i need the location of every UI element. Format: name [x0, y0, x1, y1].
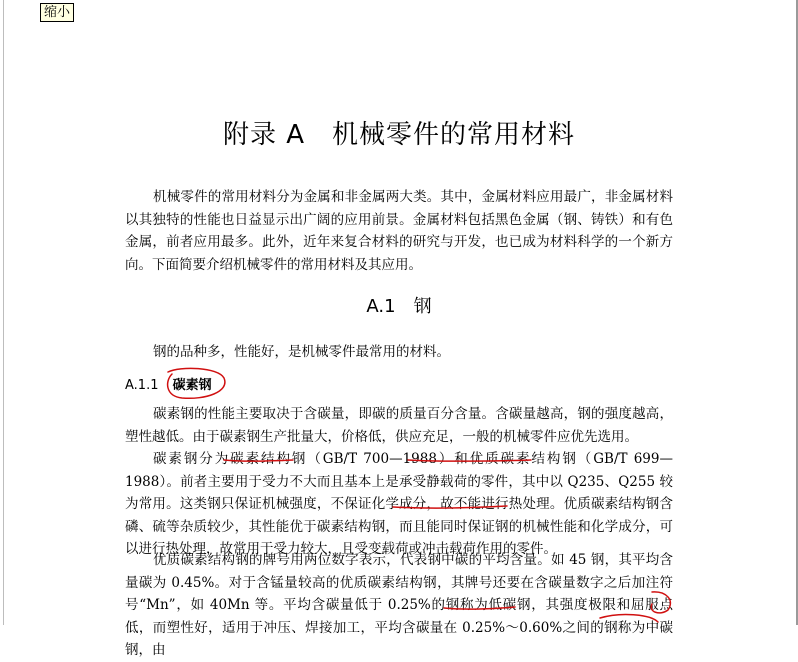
intro-paragraph: 机械零件的常用材料分为金属和非金属两大类。其中，金属材料应用最广，非金属材料以其独特的性能也日益显示出广阔的应用前景。金属材料包括黑色金属（钢、铸铁）和有色金属，前者应用最多。此外，近年来复合材料的研究与开发，也已成为材料科学的一个新方向。下面简要介绍机械零件的常用材料及其应用。: [125, 189, 673, 273]
subsection-name: 碳素钢: [172, 378, 212, 393]
subsection-number: A.1.1: [125, 378, 159, 393]
appendix-title: 附录 A 机械零件的常用材料: [222, 120, 576, 150]
carbon-steel-paragraph-1: 碳素钢的性能主要取决于含碳量，即碳的质量百分含量。含碳量越高，钢的强度越高，塑性越低。由于碳素钢生产批量大，价格低，供应充足，一般的机械零件应优先选用。: [125, 406, 673, 445]
carbon-steel-paragraph-2: 碳素钢分为碳素结构钢（GB/T 700—1988）和优质碳素结构钢（GB/T 699—1988）。前者主要用于受力不大而且基本上是承受静载荷的零件，其中以 Q235、Q255 较为常用。这类钢只保证机械强度，不保证化学成分，故不能进行热处理。优质碳素结构钢含磷、硫等杂质较少，其性能优于碳素结构钢，而且能同时保证钢的机械性能和化学成分，可以进行热处理，故常用于受力较大，且受变载荷或冲击载荷作用的零件。: [125, 451, 673, 557]
subsection-heading: [125, 374, 212, 393]
zoom-out-button[interactable]: 缩小: [40, 3, 74, 22]
section-intro-paragraph: 钢的品种多，性能好，是机械零件最常用的材料。: [153, 344, 450, 360]
section-title: A.1 钢: [366, 296, 432, 317]
carbon-steel-paragraph-3: 优质碳素结构钢的牌号用两位数字表示，代表钢中碳的平均含量。如 45 钢，其平均含量碳为 0.45%。对于含锰量较高的优质碳素结构钢，其牌号还要在含碳量数字之后加注符号“Mn”，如 40Mn 等。平均含碳量低于 0.25%的钢称为低碳钢，其强度极限和屈服点低，而塑性好，适用于冲压、焊接加工，平均含碳量在 0.25%～0.60%之间的钢称为中碳钢，由: [125, 552, 673, 658]
